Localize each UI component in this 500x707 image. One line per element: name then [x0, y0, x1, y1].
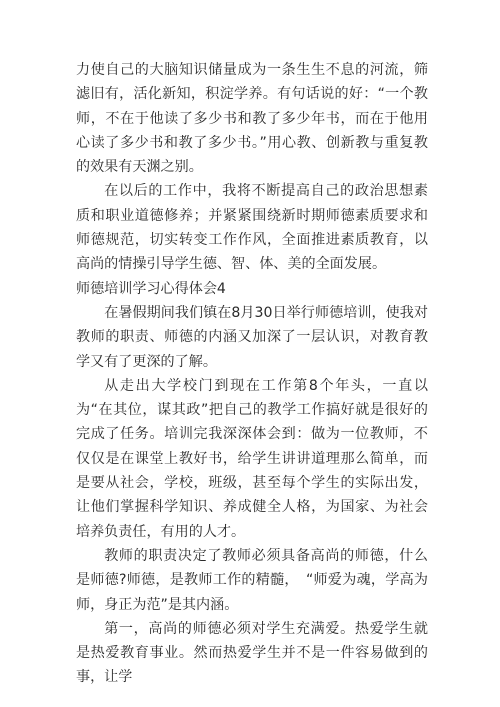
paragraph-teacher-duty: 教师的职责决定了教师必须具备高尚的师德，什么是师德?师德，是教师工作的精髓， “师爱为魂，学高为师，身正为范”是其内涵。 — [76, 547, 428, 613]
paragraph-training-intro: 在暑假期间我们镇在8月30日举行师德培训，使我对教师的职责、师德的内涵又加深了一层认识，对教育教学又有了更深的了解。 — [76, 304, 428, 370]
section-title: 师德培训学习心得体会4 — [76, 280, 226, 297]
paragraph-future-work: 在以后的工作中，我将不断提高自己的政治思想素质和职业道德修养；并紧紧围绕新时期师德素质要求和师德规范，切实转变工作作风，全面推进素质教育，以高尚的情操引导学生德、智、体、美的全面发展。 — [76, 183, 428, 273]
paragraph-reflection: 从走出大学校门到现在工作第8个年头，一直以为“在其位，谋其政”把自己的教学工作搞好就是很好的完成了任务。培训完我深深体会到：做为一位教师，不仅仅是在课堂上教好书，给学生讲讲道理那么简单，而是要从社会，学校，班级，甚至每个学生的实际出发，让他们掌握科学知识、养成健全人格，为国家、为社会培养负责任，有用的人才。 — [76, 377, 428, 540]
document-body — [76, 58, 428, 690]
continuation-paragraph: 力使自己的大脑知识储量成为一条生生不息的河流，筛滤旧有，活化新知，积淀学养。有句话说的好：“一个教师，不在于他读了多少书和教了多少年书，而在于他用心读了多少书和教了多少书。”用心教、创新教与重复教的效果有天渊之别。 — [76, 62, 428, 176]
paragraph-love-students: 第一，高尚的师德必须对学生充满爱。热爱学生就是热爱教育事业。然而热爱学生并不是一件容易做到的事，让学 — [76, 620, 428, 686]
